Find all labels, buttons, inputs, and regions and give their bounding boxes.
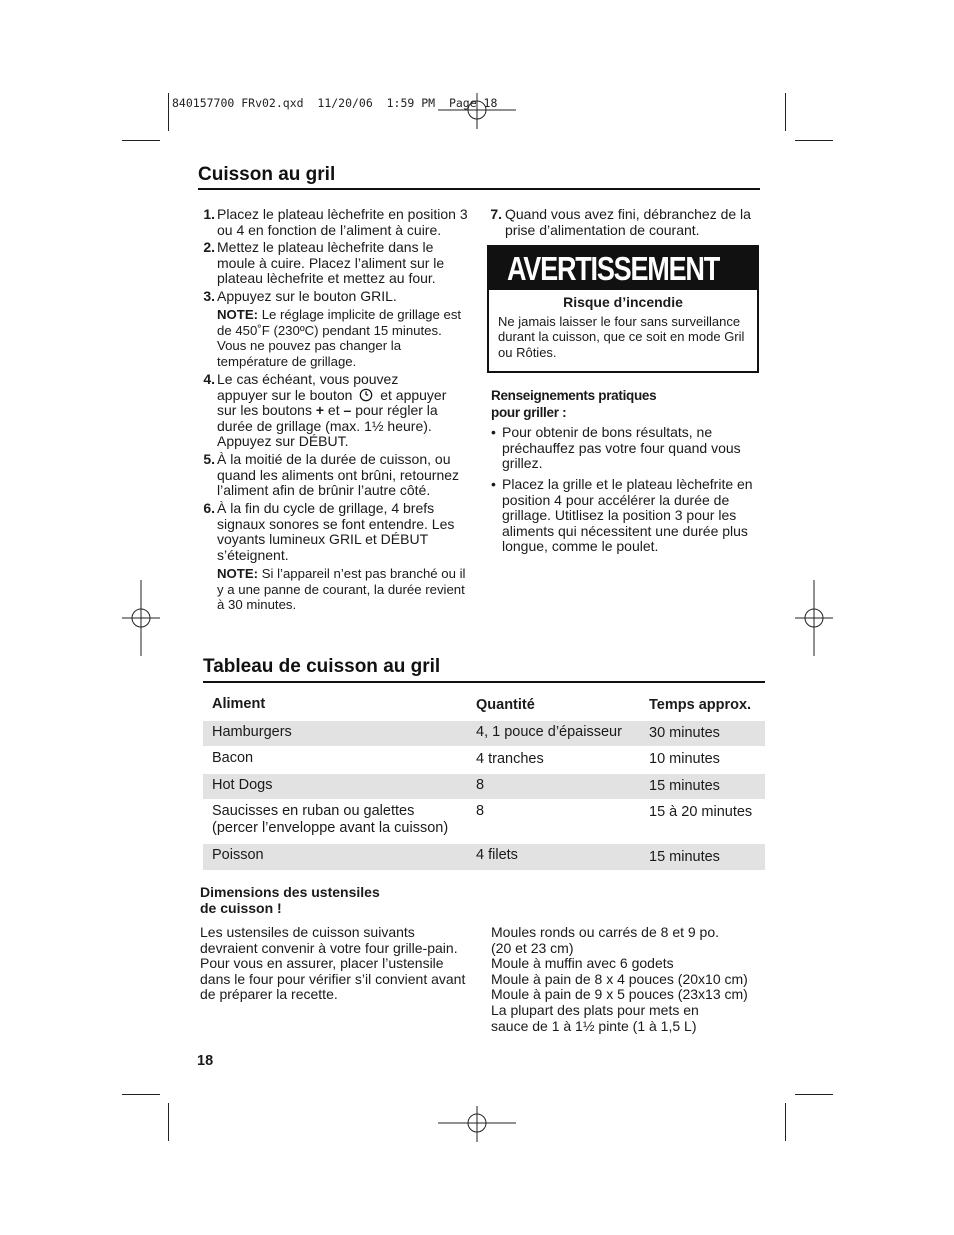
table-header-row	[203, 690, 765, 720]
warning-header	[489, 247, 757, 290]
step-7: 7. Quand vous avez fini, débranchez de la prise d’alimentation de courant.	[490, 206, 751, 238]
tips-item: Pour obtenir de bons résultats, ne préchauffez pas votre four quand vous grillez.	[502, 424, 741, 472]
timer-icon	[359, 388, 373, 402]
table-row: Saucisses en ruban ou galettes (percer l’enveloppe avant la cuisson) 8 15 à 20 minutes	[212, 803, 753, 836]
steps-list: 1. Placez le plateau lèchefrite en position 3 ou 4 en fonction de l’aliment à cuire. 2. Mettez le plateau lèchefrite dans le moule à cuire. Placez l’aliment sur le plateau lèchefrite et mettez au four. 3. Appuyez sur le bouton GRIL. NOTE: Le réglage implicite de grillage est de 450˚F (230ºC) pendant 15 minutes. Vous ne pouvez pas changer la température de grillage. 4. Le cas échéant, vous pouvez appuyer sur le bouton et appuyer sur les boutons + et – pour régler la durée de grillage (max. 1½ heure). Appuyez sur DÉBUT. 5. À la moitié de la durée de cuisson, ou quand les aliments ont brûni, retournez l’aliment afin de brûnir l’autre côté. 6. À la fin du cycle de grillage, 4 brefs signaux sonores se font entendre. Les voyants lumineux GRIL et DÉBUT s’éteignent. NOTE: Si l’appareil n’est pas branché ou il y a une panne de courant, la durée revient à 30 minutes.	[197, 207, 472, 617]
table-row: Hamburgers 4, 1 pouce d’épaisseur 30 minutes	[203, 721, 765, 746]
list-item: sauce de 1 à 1½ pinte (1 à 1,5 L)	[491, 1017, 697, 1034]
dimensions-text: Les ustensiles de cuisson suivants devraient convenir à votre four grille-pain. Pour vous en assurer, placer l’ustensile dans le four pour vérifier s’il convient avant de préparer la recette.	[200, 924, 466, 1003]
table-title-rule	[203, 681, 765, 683]
col-header-time: Temps approx.	[649, 697, 752, 713]
col-header-food: Aliment	[212, 696, 266, 712]
print-slug: 840157700 FRv02.qxd 11/20/06 1:59 PM Page 18	[172, 96, 498, 110]
bullet-icon: •	[491, 424, 496, 440]
table-title: Tableau de cuisson au gril	[203, 656, 441, 677]
table-row: Poisson 4 filets 15 minutes	[203, 844, 765, 870]
table-row: Hot Dogs 8 15 minutes	[203, 774, 765, 799]
utensil-list	[491, 925, 771, 1034]
tips-heading: Renseignements pratiques pour griller :	[491, 388, 657, 420]
title-rule	[198, 188, 760, 190]
list-item: Moules ronds ou carrés de 8 et 9 po.	[491, 924, 720, 940]
bullet-icon: •	[491, 476, 496, 492]
step-6-note: NOTE: Si l’appareil n’est pas branché ou il y a une panne de courant, la durée revient à 30 minutes.	[217, 566, 466, 613]
list-item: Moule à muffin avec 6 godets	[491, 955, 674, 972]
warning-title: AVERTISSEMENT	[507, 249, 720, 287]
warning-text: Ne jamais laisser le four sans surveillance durant la cuisson, que ce soit en mode Gril ou Rôties.	[498, 314, 745, 360]
list-item: La plupart des plats pour mets en	[491, 1001, 699, 1018]
warning-subtitle: Risque d’incendie	[563, 294, 683, 310]
step-3-note: NOTE: Le réglage implicite de grillage est de 450˚F (230ºC) pendant 15 minutes. Vous ne pouvez pas changer la température de grillage.	[217, 307, 462, 369]
registration-mark-top	[438, 93, 516, 129]
cooking-table	[203, 690, 765, 870]
list-item: Moule à pain de 9 x 5 pouces (23x13 cm)	[491, 986, 748, 1003]
registration-mark-right	[795, 580, 833, 656]
col-header-quantity: Quantité	[476, 697, 535, 713]
page-number: 18	[197, 1053, 214, 1069]
registration-mark-left	[122, 580, 160, 656]
table-row: Bacon 4 tranches 10 minutes	[212, 750, 720, 767]
section-title: Cuisson au gril	[198, 164, 336, 185]
list-item: Moule à pain de 8 x 4 pouces (20x10 cm)	[491, 970, 748, 987]
tips-item: Placez la grille et le plateau lèchefrite en position 4 pour accélérer la durée de grillage. Utitlisez la position 3 pour les aliments qui nécessitent une durée plus longue, comme le poulet.	[502, 476, 753, 555]
warning-box	[487, 245, 759, 373]
registration-mark-bottom	[438, 1106, 516, 1142]
list-item: (20 et 23 cm)	[491, 939, 574, 956]
dimensions-heading: Dimensions des ustensiles de cuisson !	[200, 884, 380, 916]
